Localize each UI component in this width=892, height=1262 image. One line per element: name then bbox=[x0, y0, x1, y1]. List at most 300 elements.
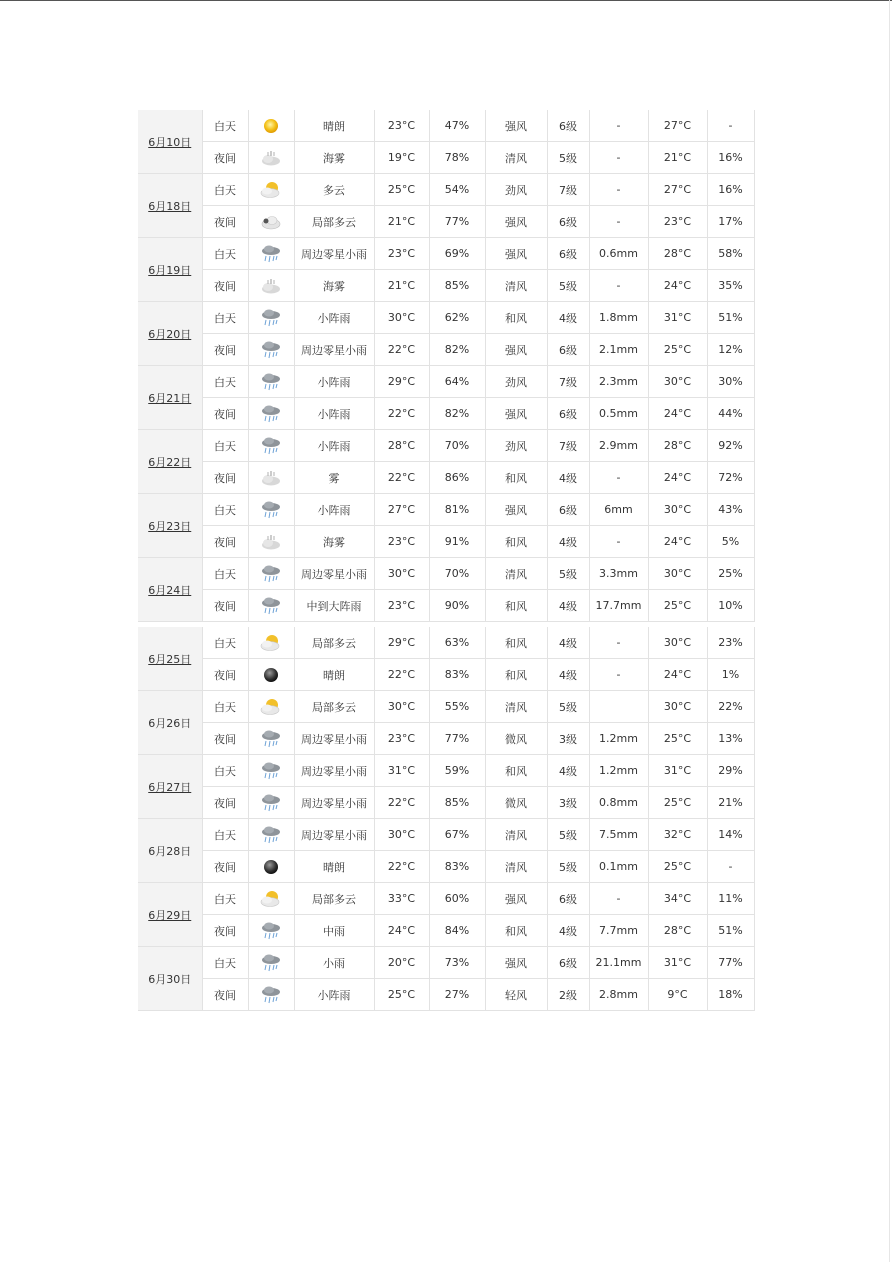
table-row bbox=[138, 110, 754, 142]
table-row bbox=[138, 462, 754, 494]
weather-cell: 局部多云 bbox=[294, 206, 374, 238]
precipitation-cell: 2.3mm bbox=[589, 366, 648, 398]
wind-direction-cell: 强风 bbox=[485, 334, 547, 366]
weather-cell: 周边零星小雨 bbox=[294, 755, 374, 787]
precip-probability-cell: 13% bbox=[707, 723, 754, 755]
precipitation-cell: 2.1mm bbox=[589, 334, 648, 366]
table-row bbox=[138, 883, 754, 915]
table-row bbox=[138, 174, 754, 206]
wind-direction-cell: 清风 bbox=[485, 851, 547, 883]
precip-probability-cell: 5% bbox=[707, 526, 754, 558]
temperature-cell: 30°C bbox=[374, 302, 429, 334]
weather-cell: 晴朗 bbox=[294, 659, 374, 691]
rain-icon bbox=[259, 596, 283, 616]
rain-icon bbox=[259, 953, 283, 973]
period-cell: 夜间 bbox=[202, 659, 248, 691]
date-cell: 6月26日 bbox=[138, 691, 202, 755]
rain-icon bbox=[259, 404, 283, 424]
feels-like-cell: 25°C bbox=[648, 723, 707, 755]
wind-direction-cell: 轻风 bbox=[485, 979, 547, 1011]
precipitation-cell: 0.6mm bbox=[589, 238, 648, 270]
period-cell: 白天 bbox=[202, 819, 248, 851]
table-row bbox=[138, 979, 754, 1011]
humidity-cell: 81% bbox=[429, 494, 485, 526]
weather-icon-cell bbox=[248, 270, 294, 302]
period-cell: 夜间 bbox=[202, 462, 248, 494]
rain-icon bbox=[259, 564, 283, 584]
wind-direction-cell: 强风 bbox=[485, 947, 547, 979]
wind-level-cell: 4级 bbox=[547, 755, 589, 787]
wind-direction-cell: 和风 bbox=[485, 526, 547, 558]
precipitation-cell: 21.1mm bbox=[589, 947, 648, 979]
humidity-cell: 70% bbox=[429, 430, 485, 462]
date-link[interactable]: 6月24日 bbox=[138, 558, 202, 622]
feels-like-cell: 9°C bbox=[648, 979, 707, 1011]
precip-probability-cell: 58% bbox=[707, 238, 754, 270]
precip-probability-cell: 92% bbox=[707, 430, 754, 462]
wind-level-cell: 7级 bbox=[547, 366, 589, 398]
table-row bbox=[138, 590, 754, 622]
feels-like-cell: 24°C bbox=[648, 526, 707, 558]
period-cell: 白天 bbox=[202, 691, 248, 723]
date-link[interactable]: 6月19日 bbox=[138, 238, 202, 302]
moon-icon bbox=[259, 665, 283, 685]
rain-icon bbox=[259, 244, 283, 264]
precip-probability-cell: - bbox=[707, 851, 754, 883]
precip-probability-cell: 44% bbox=[707, 398, 754, 430]
rain-icon bbox=[259, 825, 283, 845]
precip-probability-cell: 51% bbox=[707, 302, 754, 334]
temperature-cell: 29°C bbox=[374, 366, 429, 398]
feels-like-cell: 25°C bbox=[648, 851, 707, 883]
wind-level-cell: 6级 bbox=[547, 398, 589, 430]
date-cell: 6月30日 bbox=[138, 947, 202, 1011]
period-cell: 白天 bbox=[202, 302, 248, 334]
temperature-cell: 22°C bbox=[374, 462, 429, 494]
temperature-cell: 21°C bbox=[374, 270, 429, 302]
feels-like-cell: 25°C bbox=[648, 590, 707, 622]
table-row bbox=[138, 558, 754, 590]
weather-cell: 中雨 bbox=[294, 915, 374, 947]
weather-cell: 局部多云 bbox=[294, 691, 374, 723]
feels-like-cell: 28°C bbox=[648, 238, 707, 270]
weather-cell: 周边零星小雨 bbox=[294, 558, 374, 590]
temperature-cell: 33°C bbox=[374, 883, 429, 915]
temperature-cell: 29°C bbox=[374, 627, 429, 659]
rain-icon bbox=[259, 985, 283, 1005]
fog-icon bbox=[259, 532, 283, 552]
feels-like-cell: 34°C bbox=[648, 883, 707, 915]
weather-cell: 周边零星小雨 bbox=[294, 238, 374, 270]
weather-icon-cell bbox=[248, 915, 294, 947]
period-cell: 夜间 bbox=[202, 270, 248, 302]
precipitation-cell: - bbox=[589, 110, 648, 142]
date-link[interactable]: 6月21日 bbox=[138, 366, 202, 430]
wind-level-cell: 5级 bbox=[547, 142, 589, 174]
period-cell: 白天 bbox=[202, 627, 248, 659]
weather-icon-cell bbox=[248, 238, 294, 270]
precipitation-cell: - bbox=[589, 462, 648, 494]
precip-probability-cell: 29% bbox=[707, 755, 754, 787]
rain-icon bbox=[259, 436, 283, 456]
period-cell: 白天 bbox=[202, 110, 248, 142]
weather-cell: 小阵雨 bbox=[294, 398, 374, 430]
precip-probability-cell: 25% bbox=[707, 558, 754, 590]
wind-direction-cell: 劲风 bbox=[485, 366, 547, 398]
feels-like-cell: 21°C bbox=[648, 142, 707, 174]
partly-cloudy-icon bbox=[259, 697, 283, 717]
wind-direction-cell: 清风 bbox=[485, 142, 547, 174]
period-cell: 夜间 bbox=[202, 590, 248, 622]
humidity-cell: 85% bbox=[429, 270, 485, 302]
weather-icon-cell bbox=[248, 627, 294, 659]
weather-icon-cell bbox=[248, 526, 294, 558]
table-row bbox=[138, 691, 754, 723]
wind-level-cell: 4级 bbox=[547, 526, 589, 558]
weather-cell: 中到大阵雨 bbox=[294, 590, 374, 622]
weather-cell: 海雾 bbox=[294, 526, 374, 558]
weather-cell: 晴朗 bbox=[294, 110, 374, 142]
precipitation-cell: 7.7mm bbox=[589, 915, 648, 947]
precip-probability-cell: 11% bbox=[707, 883, 754, 915]
wind-level-cell: 6级 bbox=[547, 206, 589, 238]
humidity-cell: 78% bbox=[429, 142, 485, 174]
weather-icon-cell bbox=[248, 174, 294, 206]
humidity-cell: 55% bbox=[429, 691, 485, 723]
temperature-cell: 19°C bbox=[374, 142, 429, 174]
period-cell: 夜间 bbox=[202, 723, 248, 755]
feels-like-cell: 23°C bbox=[648, 206, 707, 238]
table-row bbox=[138, 206, 754, 238]
weather-icon-cell bbox=[248, 883, 294, 915]
precipitation-cell: - bbox=[589, 627, 648, 659]
feels-like-cell: 30°C bbox=[648, 366, 707, 398]
feels-like-cell: 27°C bbox=[648, 110, 707, 142]
table-row bbox=[138, 947, 754, 979]
rain-icon bbox=[259, 308, 283, 328]
weather-cell: 局部多云 bbox=[294, 627, 374, 659]
humidity-cell: 86% bbox=[429, 462, 485, 494]
wind-direction-cell: 强风 bbox=[485, 494, 547, 526]
date-link[interactable]: 6月20日 bbox=[138, 302, 202, 366]
wind-level-cell: 5级 bbox=[547, 558, 589, 590]
weather-icon-cell bbox=[248, 398, 294, 430]
table-row bbox=[138, 851, 754, 883]
feels-like-cell: 28°C bbox=[648, 915, 707, 947]
rain-icon bbox=[259, 372, 283, 392]
period-cell: 白天 bbox=[202, 883, 248, 915]
precipitation-cell: - bbox=[589, 526, 648, 558]
temperature-cell: 30°C bbox=[374, 819, 429, 851]
temperature-cell: 23°C bbox=[374, 526, 429, 558]
precipitation-cell: 6mm bbox=[589, 494, 648, 526]
weather-icon-cell bbox=[248, 302, 294, 334]
weather-cell: 雾 bbox=[294, 462, 374, 494]
table-row bbox=[138, 755, 754, 787]
wind-level-cell: 5级 bbox=[547, 691, 589, 723]
table-row bbox=[138, 238, 754, 270]
weather-cell: 小雨 bbox=[294, 947, 374, 979]
date-link[interactable]: 6月25日 bbox=[138, 627, 202, 691]
wind-direction-cell: 强风 bbox=[485, 110, 547, 142]
weather-cell: 多云 bbox=[294, 174, 374, 206]
humidity-cell: 77% bbox=[429, 723, 485, 755]
humidity-cell: 64% bbox=[429, 366, 485, 398]
weather-cell: 海雾 bbox=[294, 270, 374, 302]
weather-icon-cell bbox=[248, 590, 294, 622]
humidity-cell: 84% bbox=[429, 915, 485, 947]
temperature-cell: 30°C bbox=[374, 558, 429, 590]
precip-probability-cell: - bbox=[707, 110, 754, 142]
temperature-cell: 28°C bbox=[374, 430, 429, 462]
precipitation-cell: 7.5mm bbox=[589, 819, 648, 851]
wind-level-cell: 6级 bbox=[547, 494, 589, 526]
temperature-cell: 23°C bbox=[374, 590, 429, 622]
wind-direction-cell: 清风 bbox=[485, 819, 547, 851]
wind-level-cell: 4级 bbox=[547, 915, 589, 947]
feels-like-cell: 30°C bbox=[648, 558, 707, 590]
top-border bbox=[0, 0, 892, 1]
wind-level-cell: 3级 bbox=[547, 787, 589, 819]
right-border bbox=[889, 0, 890, 1262]
precip-probability-cell: 10% bbox=[707, 590, 754, 622]
weather-icon-cell bbox=[248, 558, 294, 590]
humidity-cell: 85% bbox=[429, 787, 485, 819]
precipitation-cell: 0.5mm bbox=[589, 398, 648, 430]
wind-direction-cell: 清风 bbox=[485, 270, 547, 302]
precipitation-cell: 2.9mm bbox=[589, 430, 648, 462]
fog-icon bbox=[259, 468, 283, 488]
weather-icon-cell bbox=[248, 979, 294, 1011]
wind-level-cell: 6级 bbox=[547, 110, 589, 142]
period-cell: 白天 bbox=[202, 755, 248, 787]
humidity-cell: 82% bbox=[429, 398, 485, 430]
date-link[interactable]: 6月27日 bbox=[138, 755, 202, 819]
period-cell: 白天 bbox=[202, 494, 248, 526]
rain-icon bbox=[259, 761, 283, 781]
weather-cell: 小阵雨 bbox=[294, 302, 374, 334]
period-cell: 白天 bbox=[202, 558, 248, 590]
period-cell: 白天 bbox=[202, 947, 248, 979]
partly-cloudy-icon bbox=[259, 889, 283, 909]
precip-probability-cell: 77% bbox=[707, 947, 754, 979]
weather-icon-cell bbox=[248, 366, 294, 398]
table-row bbox=[138, 526, 754, 558]
wind-direction-cell: 和风 bbox=[485, 659, 547, 691]
feels-like-cell: 32°C bbox=[648, 819, 707, 851]
wind-level-cell: 6级 bbox=[547, 947, 589, 979]
period-cell: 白天 bbox=[202, 238, 248, 270]
weather-icon-cell bbox=[248, 659, 294, 691]
weather-cell: 局部多云 bbox=[294, 883, 374, 915]
period-cell: 夜间 bbox=[202, 142, 248, 174]
weather-icon-cell bbox=[248, 110, 294, 142]
humidity-cell: 67% bbox=[429, 819, 485, 851]
humidity-cell: 90% bbox=[429, 590, 485, 622]
date-link[interactable]: 6月10日 bbox=[138, 110, 202, 174]
forecast-table-page-1 bbox=[138, 110, 755, 622]
precip-probability-cell: 17% bbox=[707, 206, 754, 238]
precip-probability-cell: 1% bbox=[707, 659, 754, 691]
humidity-cell: 54% bbox=[429, 174, 485, 206]
precip-probability-cell: 16% bbox=[707, 142, 754, 174]
temperature-cell: 23°C bbox=[374, 238, 429, 270]
feels-like-cell: 30°C bbox=[648, 691, 707, 723]
precip-probability-cell: 21% bbox=[707, 787, 754, 819]
wind-direction-cell: 微风 bbox=[485, 787, 547, 819]
period-cell: 白天 bbox=[202, 174, 248, 206]
precipitation-cell: 1.8mm bbox=[589, 302, 648, 334]
weather-icon-cell bbox=[248, 334, 294, 366]
feels-like-cell: 31°C bbox=[648, 947, 707, 979]
precip-probability-cell: 72% bbox=[707, 462, 754, 494]
temperature-cell: 22°C bbox=[374, 659, 429, 691]
rain-icon bbox=[259, 729, 283, 749]
precipitation-cell: - bbox=[589, 270, 648, 302]
period-cell: 夜间 bbox=[202, 398, 248, 430]
wind-level-cell: 4级 bbox=[547, 659, 589, 691]
weather-cell: 小阵雨 bbox=[294, 430, 374, 462]
temperature-cell: 21°C bbox=[374, 206, 429, 238]
precipitation-cell: 0.1mm bbox=[589, 851, 648, 883]
humidity-cell: 59% bbox=[429, 755, 485, 787]
weather-icon-cell bbox=[248, 494, 294, 526]
humidity-cell: 83% bbox=[429, 659, 485, 691]
feels-like-cell: 30°C bbox=[648, 627, 707, 659]
precipitation-cell: 0.8mm bbox=[589, 787, 648, 819]
weather-icon-cell bbox=[248, 723, 294, 755]
partly-cloudy-icon bbox=[259, 633, 283, 653]
period-cell: 夜间 bbox=[202, 915, 248, 947]
weather-icon-cell bbox=[248, 851, 294, 883]
temperature-cell: 22°C bbox=[374, 851, 429, 883]
table-row bbox=[138, 787, 754, 819]
wind-direction-cell: 和风 bbox=[485, 755, 547, 787]
forecast-table-page-2 bbox=[138, 627, 755, 1011]
weather-icon-cell bbox=[248, 430, 294, 462]
period-cell: 夜间 bbox=[202, 206, 248, 238]
humidity-cell: 70% bbox=[429, 558, 485, 590]
precipitation-cell: 2.8mm bbox=[589, 979, 648, 1011]
wind-level-cell: 4级 bbox=[547, 302, 589, 334]
period-cell: 夜间 bbox=[202, 787, 248, 819]
temperature-cell: 30°C bbox=[374, 691, 429, 723]
wind-direction-cell: 和风 bbox=[485, 590, 547, 622]
humidity-cell: 27% bbox=[429, 979, 485, 1011]
precipitation-cell: 17.7mm bbox=[589, 590, 648, 622]
feels-like-cell: 30°C bbox=[648, 494, 707, 526]
date-link[interactable]: 6月29日 bbox=[138, 883, 202, 947]
weather-cell: 周边零星小雨 bbox=[294, 334, 374, 366]
rain-icon bbox=[259, 921, 283, 941]
table-row bbox=[138, 142, 754, 174]
precipitation-cell: - bbox=[589, 883, 648, 915]
humidity-cell: 47% bbox=[429, 110, 485, 142]
feels-like-cell: 24°C bbox=[648, 270, 707, 302]
humidity-cell: 63% bbox=[429, 627, 485, 659]
precipitation-cell: - bbox=[589, 174, 648, 206]
temperature-cell: 25°C bbox=[374, 979, 429, 1011]
humidity-cell: 73% bbox=[429, 947, 485, 979]
humidity-cell: 60% bbox=[429, 883, 485, 915]
weather-cell: 小阵雨 bbox=[294, 366, 374, 398]
table-row bbox=[138, 915, 754, 947]
feels-like-cell: 28°C bbox=[648, 430, 707, 462]
partly-cloudy-icon bbox=[259, 180, 283, 200]
wind-level-cell: 7级 bbox=[547, 174, 589, 206]
table-row bbox=[138, 723, 754, 755]
weather-icon-cell bbox=[248, 819, 294, 851]
table-row bbox=[138, 627, 754, 659]
period-cell: 夜间 bbox=[202, 526, 248, 558]
precip-probability-cell: 22% bbox=[707, 691, 754, 723]
wind-direction-cell: 和风 bbox=[485, 302, 547, 334]
precipitation-cell: - bbox=[589, 659, 648, 691]
sun-icon bbox=[259, 116, 283, 136]
wind-level-cell: 5级 bbox=[547, 819, 589, 851]
period-cell: 夜间 bbox=[202, 979, 248, 1011]
temperature-cell: 22°C bbox=[374, 398, 429, 430]
precipitation-cell bbox=[589, 691, 648, 723]
wind-direction-cell: 清风 bbox=[485, 691, 547, 723]
precip-probability-cell: 30% bbox=[707, 366, 754, 398]
table-row bbox=[138, 430, 754, 462]
humidity-cell: 77% bbox=[429, 206, 485, 238]
wind-direction-cell: 和风 bbox=[485, 915, 547, 947]
wind-direction-cell: 劲风 bbox=[485, 430, 547, 462]
weather-icon-cell bbox=[248, 691, 294, 723]
precip-probability-cell: 18% bbox=[707, 979, 754, 1011]
feels-like-cell: 24°C bbox=[648, 462, 707, 494]
fog-icon bbox=[259, 276, 283, 296]
wind-level-cell: 4级 bbox=[547, 462, 589, 494]
date-link[interactable]: 6月23日 bbox=[138, 494, 202, 558]
moon-icon bbox=[259, 857, 283, 877]
humidity-cell: 91% bbox=[429, 526, 485, 558]
feels-like-cell: 31°C bbox=[648, 755, 707, 787]
table-row bbox=[138, 366, 754, 398]
precip-probability-cell: 51% bbox=[707, 915, 754, 947]
date-link[interactable]: 6月22日 bbox=[138, 430, 202, 494]
weather-icon-cell bbox=[248, 142, 294, 174]
temperature-cell: 22°C bbox=[374, 334, 429, 366]
weather-icon-cell bbox=[248, 787, 294, 819]
date-cell: 6月28日 bbox=[138, 819, 202, 883]
date-link[interactable]: 6月18日 bbox=[138, 174, 202, 238]
weather-cell: 小阵雨 bbox=[294, 494, 374, 526]
temperature-cell: 23°C bbox=[374, 110, 429, 142]
wind-level-cell: 6级 bbox=[547, 238, 589, 270]
wind-direction-cell: 劲风 bbox=[485, 174, 547, 206]
wind-direction-cell: 强风 bbox=[485, 398, 547, 430]
wind-direction-cell: 微风 bbox=[485, 723, 547, 755]
feels-like-cell: 25°C bbox=[648, 787, 707, 819]
wind-level-cell: 4级 bbox=[547, 590, 589, 622]
weather-cell: 小阵雨 bbox=[294, 979, 374, 1011]
humidity-cell: 83% bbox=[429, 851, 485, 883]
precip-probability-cell: 23% bbox=[707, 627, 754, 659]
precip-probability-cell: 43% bbox=[707, 494, 754, 526]
period-cell: 夜间 bbox=[202, 851, 248, 883]
precip-probability-cell: 12% bbox=[707, 334, 754, 366]
table-row bbox=[138, 302, 754, 334]
weather-cell: 周边零星小雨 bbox=[294, 787, 374, 819]
wind-direction-cell: 和风 bbox=[485, 462, 547, 494]
feels-like-cell: 25°C bbox=[648, 334, 707, 366]
temperature-cell: 20°C bbox=[374, 947, 429, 979]
rain-icon bbox=[259, 500, 283, 520]
feels-like-cell: 27°C bbox=[648, 174, 707, 206]
